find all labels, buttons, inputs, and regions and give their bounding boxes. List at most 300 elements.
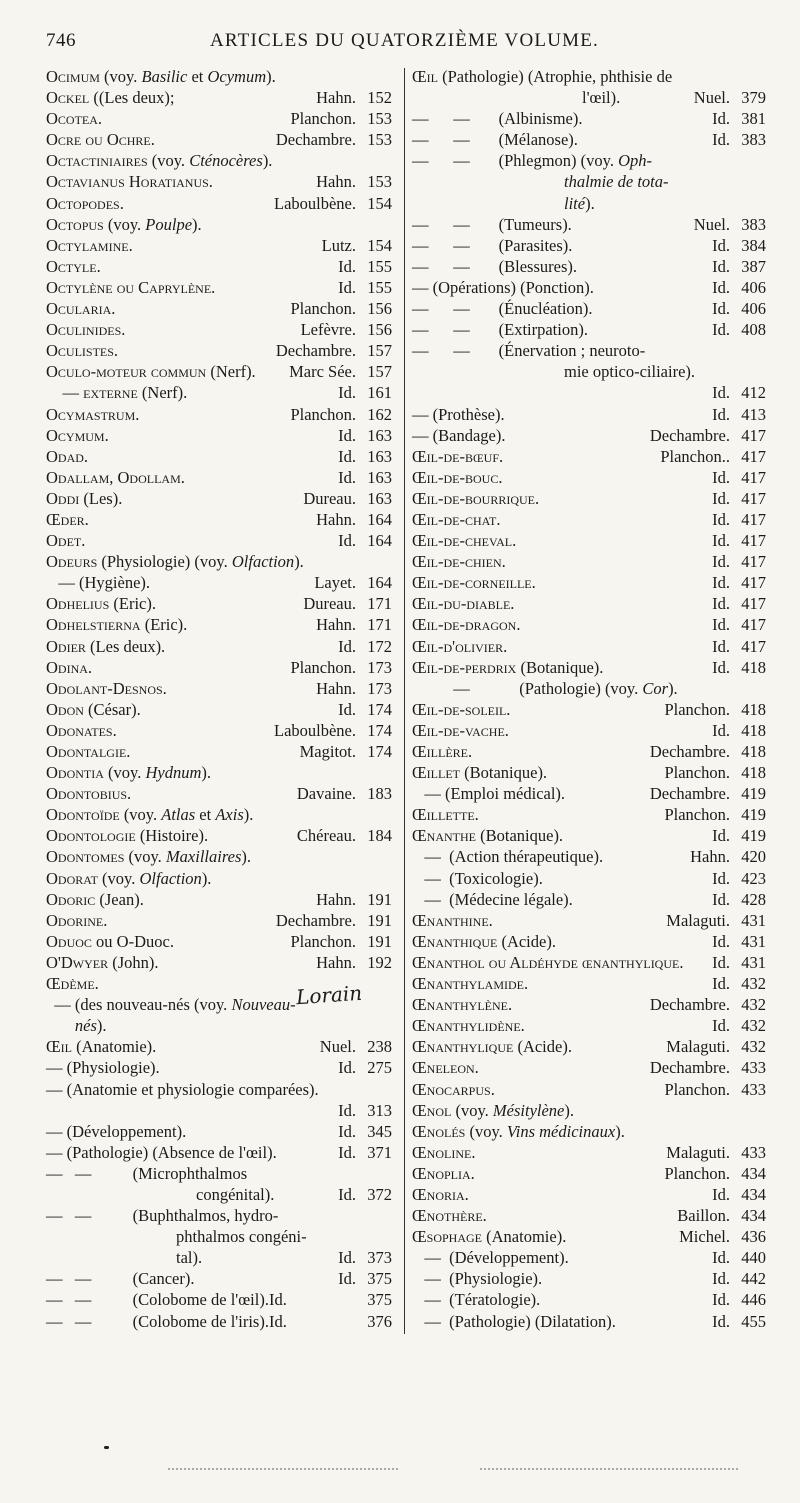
index-entry [412, 361, 766, 382]
entry-page: 153 [367, 130, 392, 150]
entry-text: (Phlegmon) (voy. [469, 151, 619, 171]
index-entry [46, 340, 392, 361]
entry-term: Œillette. [412, 805, 479, 825]
entry-text: et [187, 67, 208, 86]
entry-italic: Mésitylène [492, 1100, 565, 1120]
entry-reference [338, 382, 392, 403]
index-entry [46, 741, 392, 762]
entry-page: 154 [367, 235, 392, 255]
entry-term: Odhelius [46, 594, 110, 614]
entry-page: 156 [367, 320, 392, 340]
entry-text: (Botanique). [476, 826, 564, 846]
index-entry [46, 214, 392, 235]
entry-author: Dureau. [303, 488, 356, 508]
index-entry [412, 235, 766, 256]
index-entry [412, 720, 766, 741]
entry-reference [712, 319, 766, 340]
entry-reference [712, 235, 766, 256]
entry-author: Id. [712, 235, 730, 255]
entry-author: Planchon. [290, 657, 356, 677]
entry-reference [290, 108, 392, 129]
entry-reference [338, 256, 392, 277]
entry-page: 163 [367, 446, 392, 466]
entry-reference [276, 910, 392, 931]
entry-reference [300, 741, 392, 762]
entry-page: 431 [741, 910, 766, 930]
entry-text: (Acide). [497, 931, 556, 951]
entry-reference [338, 1268, 392, 1289]
entry-page: 433 [741, 1079, 766, 1099]
entry-reference [712, 720, 766, 741]
index-entry [46, 129, 392, 150]
entry-term: Odorine. [46, 910, 108, 930]
entry-page: 431 [741, 952, 766, 972]
entry-dash: — [412, 847, 441, 867]
index-entry [412, 129, 766, 150]
entry-page: 163 [367, 425, 392, 445]
entry-page: 418 [741, 763, 766, 783]
entry-page: 155 [367, 256, 392, 276]
entry-text: ). [262, 151, 273, 171]
entry-text: (Bandage). [428, 425, 506, 445]
index-entry [46, 636, 392, 657]
entry-text: (Parasites). [469, 235, 573, 255]
entry-page: 423 [741, 868, 766, 888]
entry-dash: — — [412, 109, 470, 129]
entry-page: 417 [741, 552, 766, 572]
index-entry [412, 657, 766, 678]
index-entry [412, 319, 766, 340]
entry-term: externe [79, 383, 138, 403]
entry-text: ). [96, 1016, 107, 1036]
entry-author: Id. [338, 1121, 356, 1141]
entry-reference [338, 425, 392, 446]
entry-term: Octylène ou Caprylène. [46, 277, 216, 297]
entry-reference [650, 994, 766, 1015]
index-entry [412, 910, 766, 931]
entry-term: Odad. [46, 446, 89, 466]
entry-term: Ocimum [46, 67, 100, 86]
index-entry [46, 593, 392, 614]
entry-author: Id. [712, 889, 730, 909]
entry-term: Œil-de-corneille. [412, 573, 536, 593]
entry-reference [677, 1205, 766, 1226]
index-entry [412, 931, 766, 952]
entry-dash: — [46, 383, 79, 403]
entry-author: Id. [338, 531, 356, 551]
entry-text: (voy. [99, 67, 142, 86]
entry-reference [338, 467, 392, 488]
entry-author: Id. [712, 109, 730, 129]
entry-page: 387 [741, 256, 766, 276]
entry-text: (voy. [451, 1100, 493, 1120]
entry-author: Id. [338, 1269, 356, 1289]
entry-term: Odina. [46, 657, 93, 677]
entry-reference [712, 530, 766, 551]
footer-line [168, 1468, 398, 1470]
entry-author: Id. [712, 130, 730, 150]
entry-term: Œil-de-chat. [412, 509, 501, 529]
index-entry [412, 804, 766, 825]
entry-author: Planchon. [664, 763, 730, 783]
entry-italic: thalmie de tota- [564, 172, 669, 192]
entry-page: 163 [367, 467, 392, 487]
left-column [46, 66, 392, 1332]
entry-author: Hahn. [316, 952, 356, 972]
entry-author: Lefèvre. [300, 320, 356, 340]
entry-reference [712, 551, 766, 572]
entry-author: Chéreau. [296, 826, 356, 846]
entry-text: (Énucléation). [469, 299, 593, 319]
entry-text: (Microphthalmos [91, 1163, 248, 1183]
entry-reference [297, 825, 392, 846]
entry-term: Ocymastrum. [46, 404, 140, 424]
entry-page: 418 [741, 657, 766, 677]
entry-author: Id. [712, 826, 730, 846]
entry-reference [712, 931, 766, 952]
index-entry [46, 108, 392, 129]
entry-page: 157 [367, 362, 392, 382]
entry-text: (Jean). [95, 889, 144, 909]
entry-term: Odontalgie. [46, 742, 131, 761]
entry-text: (Nerf). [137, 383, 188, 403]
entry-page: 417 [741, 636, 766, 656]
entry-text: (Prothèse). [428, 404, 505, 424]
index-entry [412, 783, 766, 804]
entry-italic: Hydnum [145, 763, 202, 783]
entry-reference [356, 1311, 392, 1332]
index-entry [412, 952, 766, 973]
entry-page: 417 [741, 594, 766, 614]
index-entry [412, 87, 766, 108]
entry-page: 417 [741, 509, 766, 529]
index-entry [46, 868, 392, 889]
entry-author: Id. [712, 952, 730, 972]
index-entry [412, 509, 766, 530]
entry-reference [276, 129, 392, 150]
entry-author: Id. [712, 488, 730, 508]
index-entry [412, 1311, 766, 1332]
entry-text: (Colobome de l'iris).Id. [91, 1311, 287, 1331]
entry-author: Id. [712, 868, 730, 888]
entry-reference [664, 1079, 766, 1100]
entry-italic: Ocymum [207, 67, 267, 86]
entry-text: ou O-Duoc. [91, 931, 174, 951]
entry-text: (Histoire). [135, 826, 209, 846]
entry-text: (Énervation ; neuroto- [469, 341, 646, 361]
index-entry [412, 340, 766, 361]
entry-author: Id. [712, 1184, 730, 1204]
entry-term: Odontobius. [46, 784, 132, 804]
column-divider [404, 68, 405, 1334]
index-entry [412, 846, 766, 867]
entry-author: Layet. [314, 573, 356, 593]
entry-term: Oculistes. [46, 341, 119, 361]
entry-text: et [195, 805, 216, 825]
index-entry [412, 1121, 766, 1142]
entry-italic: Poulpe [145, 214, 193, 234]
page-title: ARTICLES DU QUATORZIÈME VOLUME. [210, 30, 599, 51]
entry-page: 384 [741, 235, 766, 255]
entry-term: Œnanthol ou Aldéhyde œnanthylique. [412, 952, 684, 972]
entry-text: (Tératologie). [440, 1290, 541, 1310]
entry-page: 373 [367, 1248, 392, 1268]
entry-author: Laboulbène. [273, 193, 356, 213]
entry-author: Id. [338, 425, 356, 445]
entry-term: Œnothère. [412, 1206, 487, 1226]
entry-reference [712, 889, 766, 910]
entry-term: Oddi [46, 488, 80, 508]
index-entry [412, 593, 766, 614]
entry-term: Œil-de-dragon. [412, 615, 521, 635]
index-entry [46, 1311, 392, 1332]
entry-text: (Extirpation). [469, 320, 588, 340]
entry-page: 376 [367, 1311, 392, 1331]
entry-author: Dechambre. [275, 910, 356, 930]
entry-term: Œil-de-cheval. [412, 531, 517, 551]
entry-author: Dechambre. [649, 1058, 730, 1078]
entry-text: (Physiologie). [440, 1269, 543, 1289]
entry-page: 275 [367, 1058, 392, 1078]
entry-page: 381 [741, 109, 766, 129]
entry-author: Magitot. [299, 742, 356, 761]
index-entry [46, 910, 392, 931]
entry-text: (Tumeurs). [469, 214, 572, 234]
index-entry [412, 889, 766, 910]
entry-reference [712, 488, 766, 509]
entry-author: Id. [712, 974, 730, 994]
entry-reference [338, 699, 392, 720]
index-entry [412, 1142, 766, 1163]
entry-text: (Botanique). [460, 763, 548, 783]
entry-page: 164 [367, 531, 392, 551]
entry-reference [290, 404, 392, 425]
entry-text: (Les deux). [85, 636, 166, 656]
index-entry [46, 1079, 392, 1100]
index-entry [46, 1142, 392, 1163]
entry-page: 174 [367, 699, 392, 719]
entry-text: ). [241, 847, 252, 867]
entry-reference [303, 593, 392, 614]
entry-term: Œdème. [46, 974, 99, 994]
entry-text: (Action thérapeutique). [440, 847, 604, 867]
entry-text: (Développement). [440, 1248, 569, 1268]
entry-term: Odet. [46, 531, 86, 551]
entry-text: (des nouveau-nés (voy. [70, 995, 232, 1015]
entry-author: Id. [712, 256, 730, 276]
entry-text: (Médecine légale). [440, 889, 573, 909]
entry-author: Planchon. [290, 109, 356, 129]
entry-term: Octactiniaires [46, 151, 148, 171]
entry-text: mie optico-ciliaire). [564, 362, 696, 382]
entry-author: Planchon. [664, 1163, 730, 1183]
entry-dash: — — [412, 130, 470, 150]
entry-reference [666, 910, 766, 931]
entry-term: Odier [46, 636, 86, 656]
entry-term: Œil-de-chien. [412, 552, 506, 572]
ink-mark [104, 1446, 109, 1449]
entry-term: Œil-de-bouc. [412, 467, 503, 487]
entry-text: (Anatomie). [72, 1037, 157, 1057]
entry-reference [712, 382, 766, 403]
entry-page: 152 [367, 88, 392, 108]
entry-reference [274, 193, 392, 214]
entry-dash: — — [412, 214, 470, 234]
entry-author: Id. [712, 1016, 730, 1036]
entry-author: Id. [712, 720, 730, 740]
index-entry [46, 298, 392, 319]
entry-dash: — — [46, 1290, 92, 1310]
entry-page: 431 [741, 931, 766, 951]
entry-page: 417 [741, 531, 766, 551]
entry-author: Id. [338, 446, 356, 466]
entry-page: 171 [367, 594, 392, 614]
entry-author: Id. [338, 1248, 356, 1268]
entry-term: Œnanthine. [412, 910, 493, 930]
entry-text: (Eric). [140, 615, 188, 635]
entry-reference [316, 952, 392, 973]
entry-author: Id. [712, 573, 730, 593]
entry-reference [650, 783, 766, 804]
entry-reference [712, 593, 766, 614]
entry-reference [303, 488, 392, 509]
entry-reference [314, 572, 392, 593]
entry-page: 417 [741, 615, 766, 635]
entry-page: 432 [741, 1037, 766, 1057]
entry-author: Dechambre. [649, 784, 730, 804]
entry-reference [712, 1015, 766, 1036]
entry-term: Œnoplia. [412, 1163, 475, 1183]
entry-page: 372 [367, 1184, 392, 1204]
entry-page: 375 [367, 1269, 392, 1289]
entry-term: Octopus [46, 214, 104, 234]
entry-reference [276, 340, 392, 361]
entry-dash: — — [46, 1269, 92, 1289]
entry-author: Id. [712, 1290, 730, 1310]
index-entry [412, 1036, 766, 1057]
entry-text: (Blessures). [469, 256, 577, 276]
entry-term: Œillet [412, 763, 460, 783]
index-entry [46, 1163, 392, 1184]
entry-reference [660, 446, 766, 467]
index-entry [412, 1247, 766, 1268]
entry-italic: Basilic [141, 67, 188, 86]
entry-page: 191 [367, 931, 392, 951]
entry-author: Dechambre. [649, 742, 730, 761]
entry-term: Octylamine. [46, 235, 133, 255]
entry-term: Odeurs [46, 552, 98, 572]
entry-page: 184 [367, 826, 392, 846]
entry-page: 183 [367, 784, 392, 804]
entry-author: Id. [712, 531, 730, 551]
entry-text: ). [266, 67, 276, 86]
index-entry [46, 931, 392, 952]
entry-author: Nuel. [693, 214, 730, 234]
entry-page: 432 [741, 995, 766, 1015]
entry-text: (Toxicologie). [440, 868, 543, 888]
handwritten-annotation: Lorain [295, 980, 363, 1010]
index-entry [46, 699, 392, 720]
entry-page: 446 [741, 1290, 766, 1310]
entry-reference [338, 1247, 392, 1268]
index-entry [46, 1247, 392, 1268]
index-entry [412, 551, 766, 572]
index-entry [412, 214, 766, 235]
entry-page: 162 [367, 404, 392, 424]
entry-term: Oduoc [46, 931, 92, 951]
entry-author: Id. [712, 404, 730, 424]
index-entry [412, 825, 766, 846]
entry-text: (Anatomie et physiologie comparées). [62, 1079, 319, 1099]
entry-reference [316, 509, 392, 530]
entry-dash: — [412, 889, 441, 909]
entry-reference [712, 1268, 766, 1289]
right-column [412, 66, 766, 1332]
entry-page: 434 [741, 1206, 766, 1226]
entry-text: (Mélanose). [469, 130, 578, 150]
entry-text: (Acide). [513, 1037, 572, 1057]
entry-reference [666, 1142, 766, 1163]
index-entry [412, 1015, 766, 1036]
entry-author: Id. [338, 383, 356, 403]
index-entry [46, 952, 392, 973]
index-entry [46, 382, 392, 403]
entry-author: Planchon. [290, 299, 356, 319]
page-header [0, 30, 800, 58]
entry-author: Dureau. [303, 594, 356, 614]
entry-term: Oculinides. [46, 320, 126, 340]
entry-author: Id. [712, 552, 730, 572]
index-entry [412, 1205, 766, 1226]
entry-dash: — — [412, 320, 470, 340]
entry-reference [712, 973, 766, 994]
entry-dash: — — [46, 1206, 92, 1226]
entry-reference [650, 1057, 766, 1078]
entry-reference [290, 931, 392, 952]
index-entry [412, 1079, 766, 1100]
entry-italic: Vins médicinaux [506, 1121, 616, 1141]
entry-italic: Olfaction [139, 868, 202, 888]
entry-reference [712, 108, 766, 129]
entry-page: 436 [741, 1227, 766, 1247]
entry-text: (voy. [124, 847, 166, 867]
entry-page: 173 [367, 657, 392, 677]
index-entry [412, 298, 766, 319]
entry-dash: — [412, 784, 441, 804]
index-entry [46, 509, 392, 530]
entry-term: Œil-de-soleil. [412, 699, 511, 719]
entry-author: Marc Sée. [289, 362, 356, 382]
index-entry [46, 1100, 392, 1121]
index-entry [46, 1289, 392, 1310]
index-entry [46, 277, 392, 298]
entry-text: (Hygiène). [74, 573, 151, 593]
entry-term: Œnoline. [412, 1142, 476, 1162]
entry-italic: Axis [215, 805, 244, 825]
index-entry [46, 720, 392, 741]
entry-author: Dechambre. [649, 425, 730, 445]
index-entry [412, 446, 766, 467]
entry-author: Nuel. [319, 1037, 356, 1057]
entry-author: Malaguti. [666, 910, 730, 930]
entry-term: Octyle. [46, 256, 101, 276]
entry-text: ). [668, 678, 678, 698]
entry-term: Œnanthylamide. [412, 974, 529, 994]
entry-dash: — [412, 425, 429, 445]
index-entry [412, 150, 766, 171]
entry-text: ). [192, 214, 202, 234]
index-entry [46, 551, 392, 572]
